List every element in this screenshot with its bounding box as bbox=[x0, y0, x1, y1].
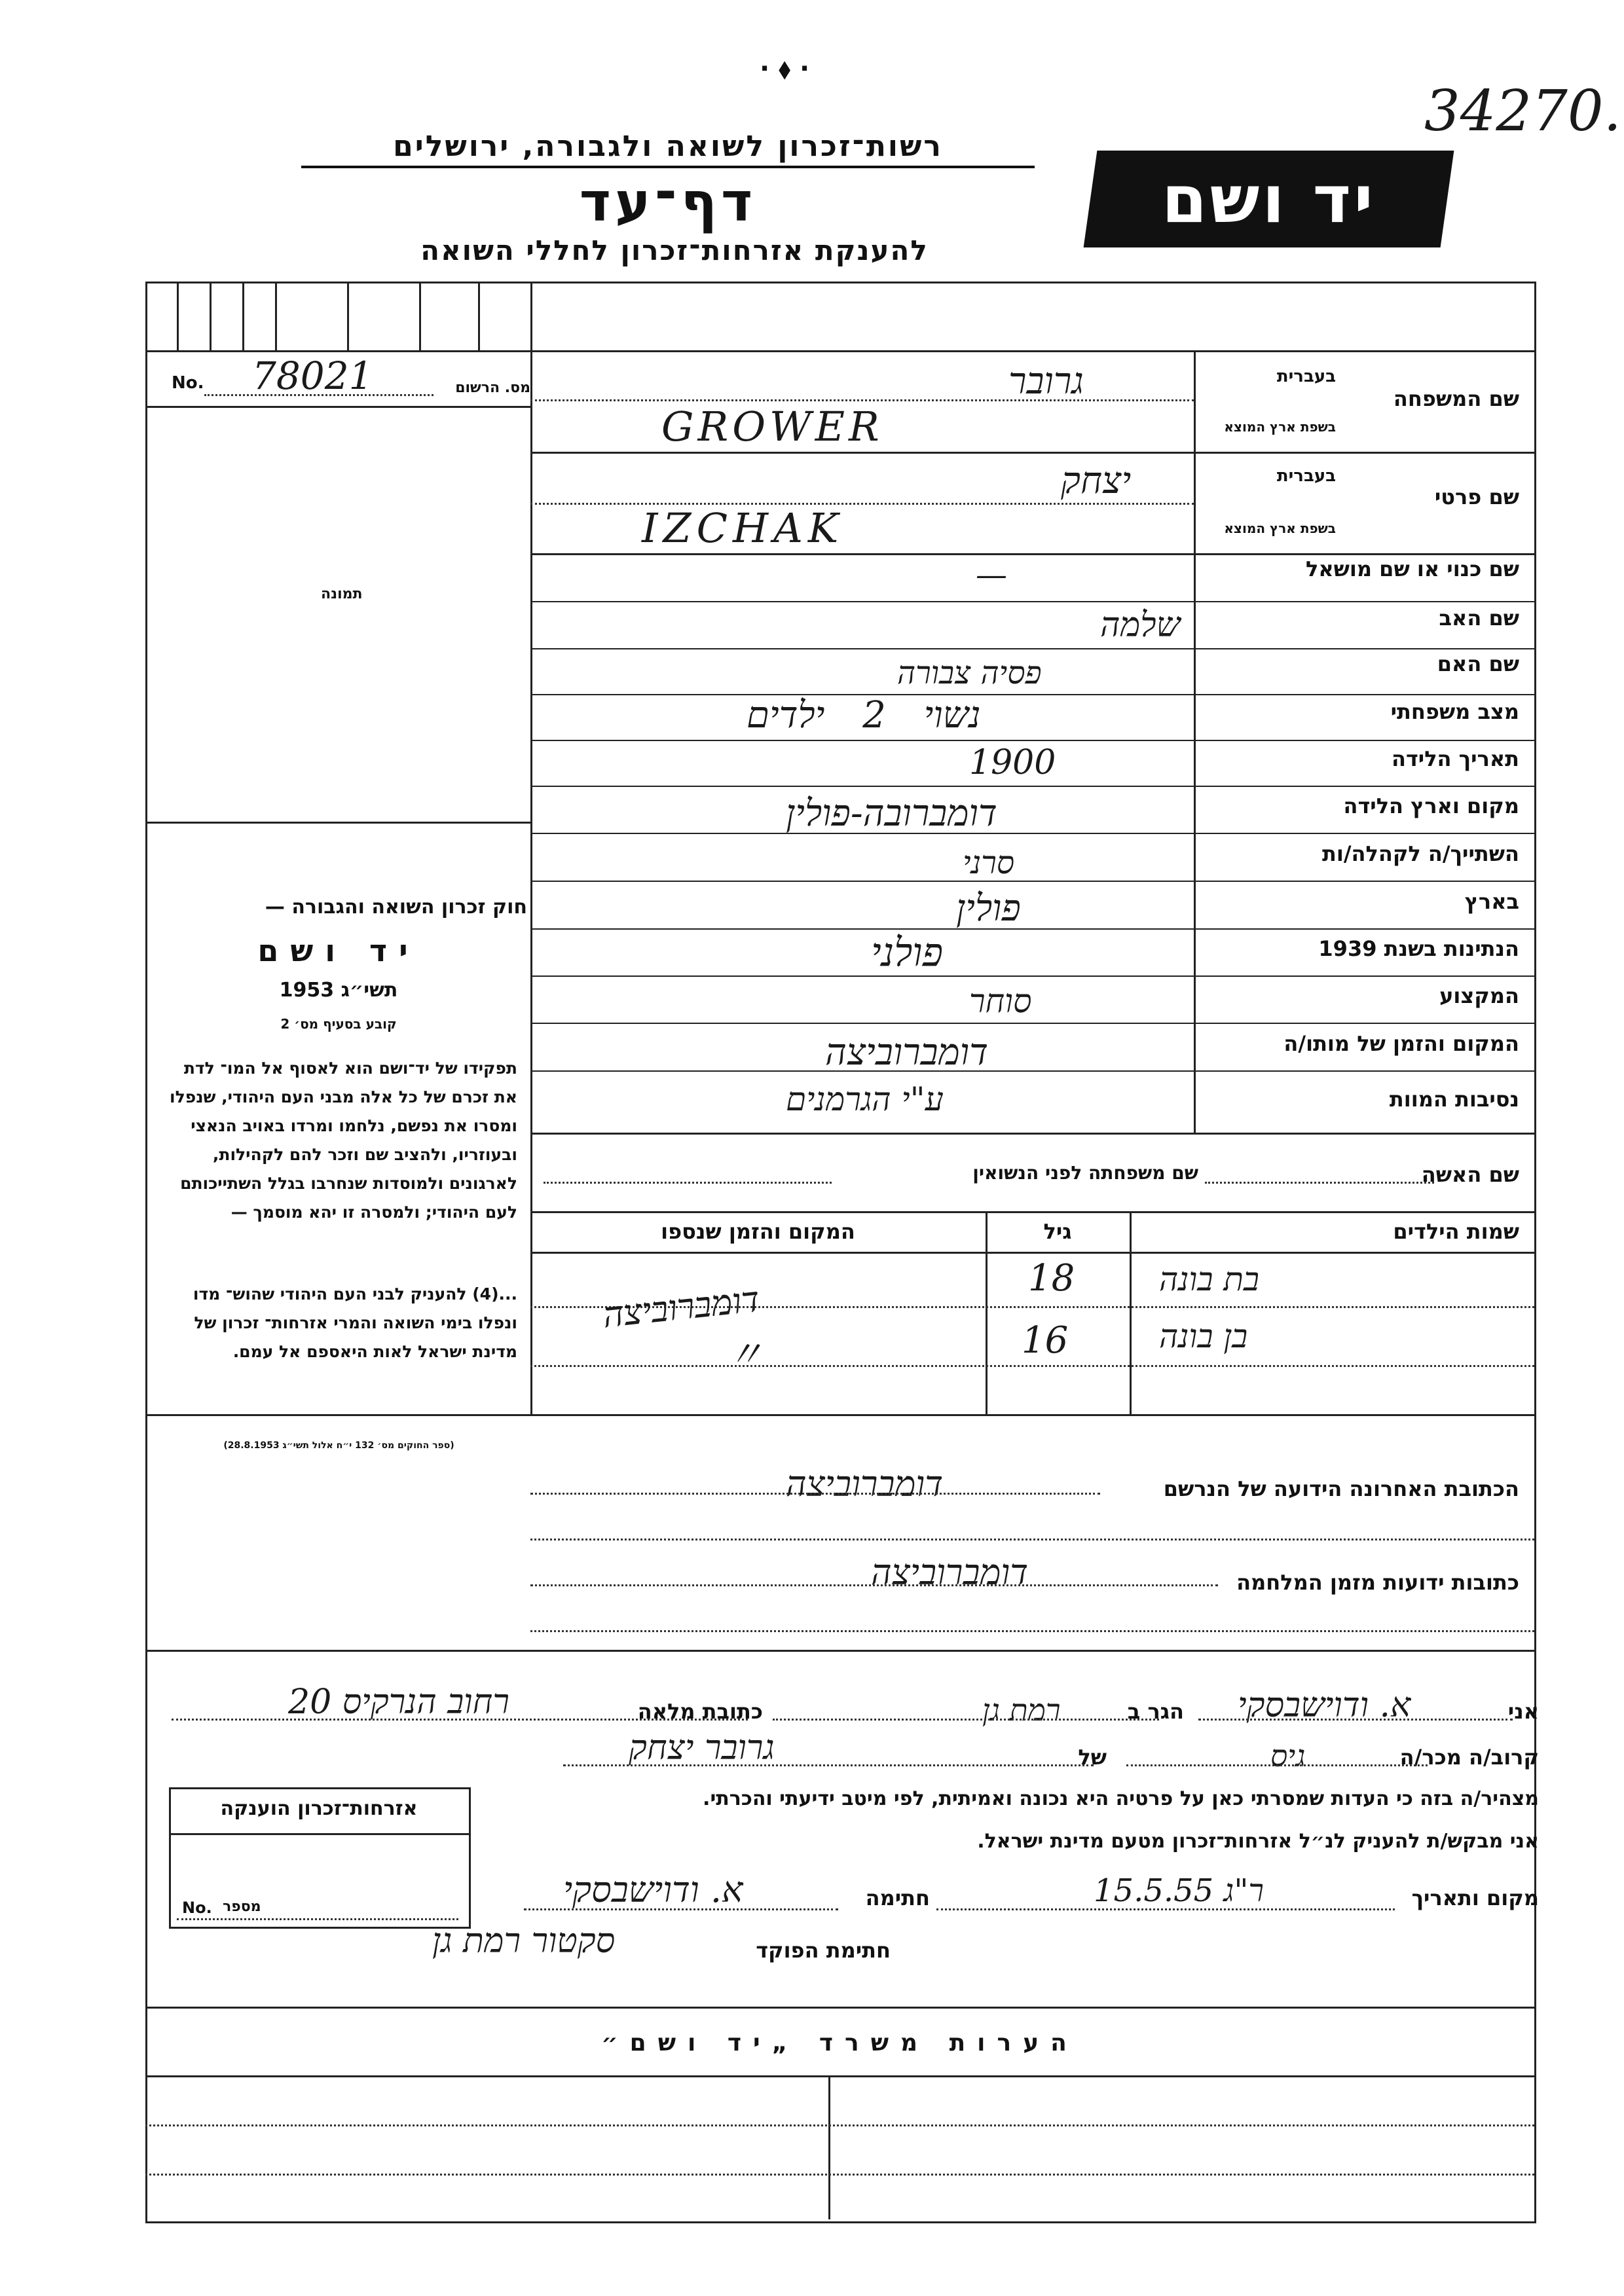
file-number: 34270. bbox=[1424, 79, 1621, 144]
children-place-header: המקום והזמן שנספו bbox=[661, 1219, 855, 1244]
father-label: שם האב bbox=[1439, 606, 1519, 630]
award-number-label: מספר bbox=[223, 1899, 261, 1915]
child-place: 〃 bbox=[727, 1334, 764, 1376]
country-label: בארץ bbox=[1464, 889, 1519, 914]
family-name-latin: GROWER bbox=[661, 403, 883, 450]
nationality-value: פולני bbox=[871, 930, 944, 975]
declaration-line-2: אני מבקש/ת להעניק לנ״ל אזרחות־זכרון מטעם מדינת ישראל. bbox=[977, 1830, 1539, 1853]
death-circumstances-value: ע"י הגרמנים bbox=[786, 1080, 944, 1118]
occupation-value: סוחר bbox=[969, 982, 1032, 1020]
registration-no-label: מס. הרשום bbox=[455, 380, 530, 396]
birth-place-label: מקום וארץ הלידה bbox=[1343, 793, 1519, 818]
wartime-address-value: דומברוביצה bbox=[871, 1552, 1029, 1593]
birth-date-label: תאריך הלידה bbox=[1391, 746, 1519, 771]
birth-place-value: דומברובה-פולין bbox=[786, 792, 997, 835]
mother-label: שם האם bbox=[1437, 651, 1519, 676]
law-section: קובע בסעיף מס׳ 2 bbox=[280, 1016, 397, 1032]
declarant-name: א. ודוישבסקי bbox=[1238, 1686, 1411, 1725]
address-value: רחוב הנרקיס 20 bbox=[288, 1683, 509, 1722]
relative-value: גיס bbox=[1270, 1738, 1306, 1774]
community-value: סרני bbox=[963, 845, 1015, 881]
form-subtitle: להענקת אזרחות־זכרון לחללי השואה bbox=[420, 234, 929, 266]
family-country-lang-label: בשפת ארץ המוצא bbox=[1224, 419, 1336, 435]
of-value: גרובר יצחק bbox=[629, 1728, 775, 1768]
law-footnote: (ספר החוקים מס׳ 132 י״ח אלול תשי״ג 28.8.1953) bbox=[223, 1440, 454, 1451]
law-name: יד ושם bbox=[257, 933, 420, 968]
last-address-value: דומברוביצה bbox=[786, 1463, 944, 1504]
wife-label: שם האשה bbox=[1421, 1162, 1519, 1187]
nickname-value: — bbox=[976, 556, 1007, 593]
stamp-mark: · ⬧ · bbox=[760, 54, 810, 84]
yad-vashem-logo bbox=[1084, 151, 1454, 247]
marital-value: נשוי 2 ילדים bbox=[747, 694, 981, 737]
registration-no-prefix: No. bbox=[172, 373, 204, 393]
relative-label: קרוב/ה מכר/ה bbox=[1399, 1745, 1539, 1770]
child-name: בן בונה bbox=[1159, 1317, 1248, 1355]
resident-label: הגר ב bbox=[1127, 1699, 1184, 1724]
office-notes-title: הערות משרד „יד ושם״ bbox=[601, 2030, 1079, 2056]
family-name-hebrew: גרובר bbox=[1008, 360, 1084, 403]
child-age: 18 bbox=[1028, 1257, 1075, 1300]
children-names-header: שמות הילדים bbox=[1393, 1219, 1519, 1244]
child-name: בת בונה bbox=[1159, 1260, 1259, 1298]
declaration-line-1: מצהיר/ה בזה כי העדות שמסרתי כאן על פרטיה היא נכונה ואמיתית, לפי מיטב ידיעתי והכרתי. bbox=[703, 1787, 1539, 1810]
birth-date-value: 1900 bbox=[969, 743, 1056, 782]
address-label: כתובת מלאה bbox=[637, 1699, 763, 1724]
death-place-value: דומברוביצה bbox=[825, 1031, 989, 1074]
form-title: דף־עד bbox=[579, 172, 757, 234]
award-no-prefix: No. bbox=[182, 1899, 212, 1917]
law-year: תשי״ג 1953 bbox=[279, 979, 398, 1002]
registration-no-value: 78021 bbox=[252, 354, 373, 398]
first-country-lang-label: בשפת ארץ המוצא bbox=[1224, 520, 1336, 536]
place-date-value: ר"ג 15.5.55 bbox=[1094, 1872, 1264, 1909]
last-address-label: הכתובת האחרונה הידועה של הנרשם bbox=[1163, 1476, 1519, 1501]
first-name-hebrew: יצחק bbox=[1061, 460, 1132, 502]
community-label: השתייך/ה לקהלה/ות bbox=[1321, 841, 1519, 866]
nationality-label: הנתינות בשנת 1939 bbox=[1318, 936, 1519, 961]
family-in-hebrew-label: בעברית bbox=[1276, 367, 1336, 386]
of-label: של bbox=[1078, 1745, 1107, 1770]
death-circumstances-label: נסיבות המוות bbox=[1389, 1087, 1519, 1112]
first-in-hebrew-label: בעברית bbox=[1276, 466, 1336, 486]
marital-label: מצב משפחתי bbox=[1390, 699, 1519, 724]
first-name-label: שם פרטי bbox=[1434, 484, 1519, 509]
children-age-header: גיל bbox=[1043, 1219, 1072, 1244]
child-place: דומברוביצה bbox=[600, 1278, 762, 1336]
country-value: פולין bbox=[956, 887, 1021, 930]
child-age: 16 bbox=[1022, 1319, 1069, 1362]
signature-label: חתימה bbox=[865, 1886, 930, 1910]
occupation-label: המקצוע bbox=[1439, 983, 1519, 1008]
wartime-address-label: כתובות ידועות מזמן המלחמה bbox=[1236, 1570, 1519, 1595]
father-value: שלמה bbox=[1100, 606, 1181, 645]
law-heading: חוק זכרון השואה והגבורה — bbox=[265, 896, 527, 919]
award-box-title: אזרחות־זכרון הוענקה bbox=[220, 1797, 418, 1820]
first-name-latin: IZCHAK bbox=[642, 504, 844, 552]
declarant-label: אני bbox=[1507, 1699, 1539, 1724]
officer-signature-label: חתימת הפוקד bbox=[756, 1938, 891, 1963]
authority-title: רשות־זכרון לשואה ולגבורה, ירושלים bbox=[301, 130, 1035, 168]
mother-value: פסיה צבורה bbox=[897, 655, 1042, 691]
officer-signature-value: סקטור רמת גן bbox=[432, 1922, 616, 1961]
place-date-label: מקום ותאריך bbox=[1411, 1886, 1539, 1910]
logo-text: יד ושם bbox=[1162, 160, 1376, 238]
law-para-1: תפקידו של יד־ושם הוא לאסוף אל המו־ לדת את זכרם של כל אלה מבני העם היהודי, שנפלו ומסרו את נפשם, נלחמו ומרדו באויב הנאצי ובעוזריו, ולהציב שם וזכר להם לקהילות, לארגונים ולמוסדות שנחרבו בגלל השתייכותם לעם היהודי; ולמסרה זו יהא מוסמך — bbox=[170, 1059, 517, 1222]
nickname-label: שם כנוי או שם מושאל bbox=[1305, 556, 1519, 581]
wife-maiden-label: שם משפחתה לפני הנשואין bbox=[972, 1162, 1198, 1184]
resident-value: רמת גן bbox=[982, 1692, 1061, 1728]
photo-label: תמונה bbox=[321, 586, 363, 602]
family-name-label: שם המשפחה bbox=[1393, 386, 1519, 411]
death-place-label: המקום והזמן של מותו/ה bbox=[1283, 1031, 1519, 1056]
law-para-2: ...(4) להעניק לבני העם היהודי שהוש־ מדו ונפלו בימי השואה והמרי אזרחות־ זכרון של מדינת ישראל לאות היאספם אל עמם. bbox=[193, 1285, 517, 1361]
signature-value: א. ודוישבסקי bbox=[563, 1869, 743, 1910]
